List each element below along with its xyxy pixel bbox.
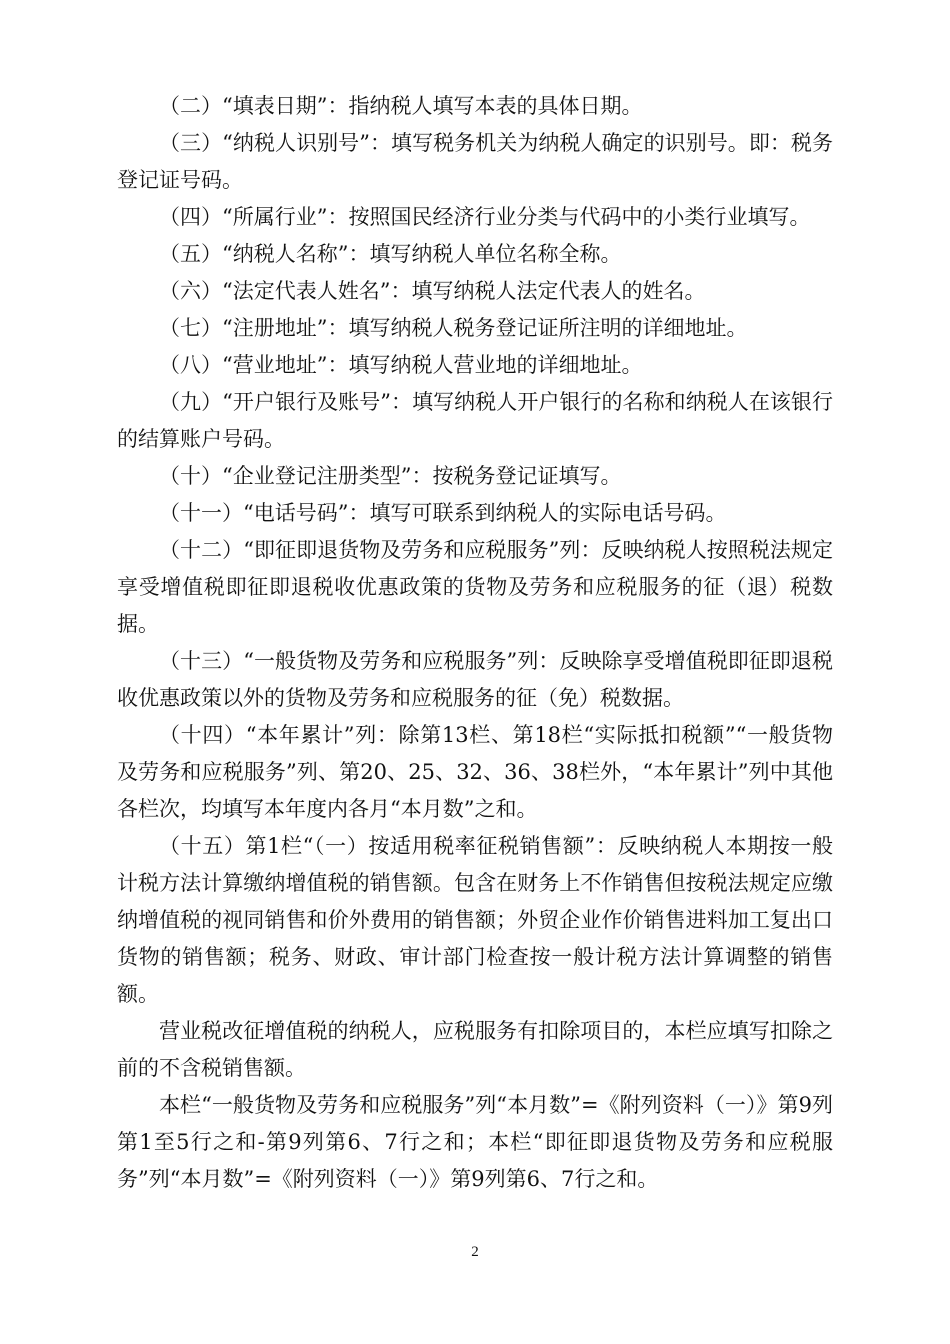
paragraph: （三）“纳税人识别号”：填写税务机关为纳税人确定的识别号。即：税务登记证号码。 [117, 131, 833, 192]
paragraph: （八）“营业地址”：填写纳税人营业地的详细地址。 [159, 353, 643, 377]
paragraph: （二）“填表日期”：指纳税人填写本表的具体日期。 [159, 94, 643, 118]
page-number: 2 [471, 1244, 479, 1260]
paragraph: （四）“所属行业”：按照国民经济行业分类与代码中的小类行业填写。 [159, 205, 811, 229]
paragraph: （五）“纳税人名称”：填写纳税人单位名称全称。 [159, 242, 622, 266]
paragraph: 营业税改征增值税的纳税人，应税服务有扣除项目的，本栏应填写扣除之前的不含税销售额。 [117, 1019, 833, 1080]
paragraph: （十五）第1栏“（一）按适用税率征税销售额”：反映纳税人本期按一般计税方法计算缴纳增值税的销售额。包含在财务上不作销售但按税法规定应缴纳增值税的视同销售和价外费用的销售额；外贸企业作价销售进料加工复出口货物的销售额；税务、财政、审计部门检查按一般计税方法计算调整的销售额。 [117, 834, 833, 1006]
paragraph: （十一）“电话号码”：填写可联系到纳税人的实际电话号码。 [159, 501, 727, 525]
paragraph: （十）“企业登记注册类型”：按税务登记证填写。 [159, 464, 622, 488]
paragraph: （十三）“一般货物及劳务和应税服务”列：反映除享受增值税即征即退税收优惠政策以外的货物及劳务和应税服务的征（免）税数据。 [117, 649, 833, 710]
paragraph: （十四）“本年累计”列：除第13栏、第18栏“实际抵扣税额”“一般货物及劳务和应税服务”列、第20、25、32、36、38栏外，“本年累计”列中其他各栏次，均填写本年度内各月“本月数”之和。 [117, 723, 833, 821]
paragraph: （十二）“即征即退货物及劳务和应税服务”列：反映纳税人按照税法规定享受增值税即征即退税收优惠政策的货物及劳务和应税服务的征（退）税数据。 [117, 538, 833, 636]
paragraph: （六）“法定代表人姓名”：填写纳税人法定代表人的姓名。 [159, 279, 706, 303]
paragraph: （九）“开户银行及账号”：填写纳税人开户银行的名称和纳税人在该银行的结算账户号码。 [117, 390, 833, 451]
paragraph: （七）“注册地址”：填写纳税人税务登记证所注明的详细地址。 [159, 316, 748, 340]
paragraph: 本栏“一般货物及劳务和应税服务”列“本月数”=《附列资料（一）》第9列第1至5行之和-第9列第6、7行之和；本栏“即征即退货物及劳务和应税服务”列“本月数”=《附列资料（一）》第9列第6、7行之和。 [117, 1093, 833, 1191]
body-text [117, 88, 833, 1198]
